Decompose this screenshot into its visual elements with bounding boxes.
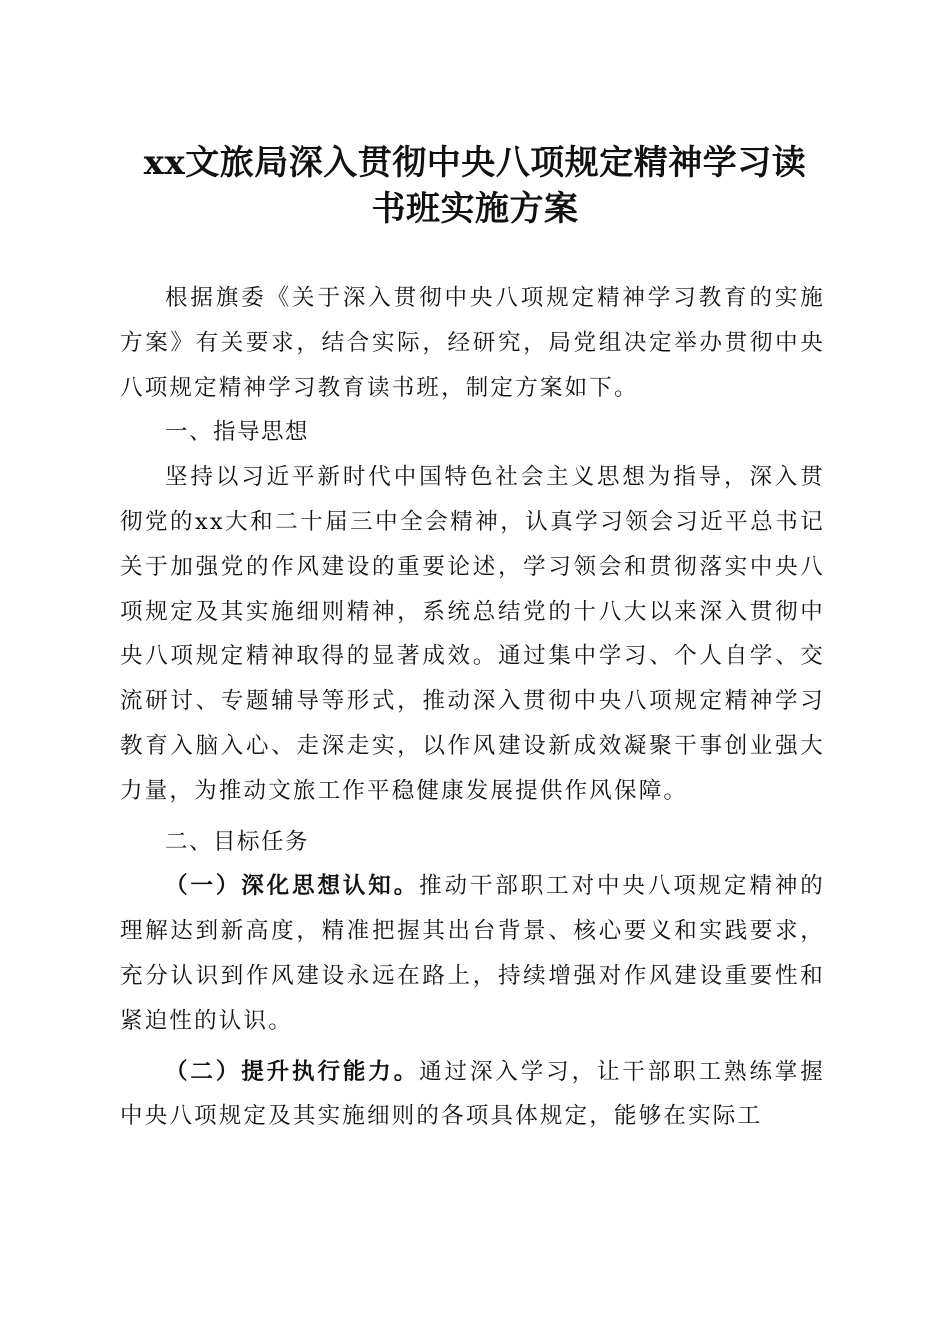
goal-item-1 <box>120 864 825 1043</box>
section-heading-goals-tasks: 二、目标任务 <box>165 828 310 855</box>
section-heading-guiding-ideology: 一、指导思想 <box>165 419 310 446</box>
goal-item-1-title: （一）深化思想认知。 <box>165 873 420 900</box>
goal-item-2-title: （二）提升执行能力。 <box>165 1058 420 1085</box>
goal-item-2 <box>120 1050 825 1140</box>
goal-item-2-text: 通过深入学习，让干部职工熟练掌握中央八项规定及其实施细则的各项具体规定，能够在实际工 <box>120 1058 825 1130</box>
document-body <box>120 276 825 1139</box>
document-title-line-2: 书班实施方案 <box>371 189 579 229</box>
guiding-ideology-paragraph: 坚持以习近平新时代中国特色社会主义思想为指导，深入贯彻党的xx大和二十届三中全会精神，认真学习领会习近平总书记关于加强党的作风建设的重要论述，学习领会和贯彻落实中央八项规定及其实施细则精神，系统总结党的十八大以来深入贯彻中央八项规定精神取得的显著成效。通过集中学习、个人自学、交流研讨、专题辅导等形式，推动深入贯彻中央八项规定精神学习教育入脑入心、走深走实，以作风建设新成效凝聚干事创业强大力量，为推动文旅工作平稳健康发展提供作风保障。 <box>120 464 825 804</box>
document-title-line-1: xx文旅局深入贯彻中央八项规定精神学习读 <box>143 143 807 183</box>
goal-item-1-text: 推动干部职工对中央八项规定精神的理解达到新高度，精准把握其出台背景、核心要义和实践要求，充分认识到作风建设永远在路上，持续增强对作风建设重要性和紧迫性的认识。 <box>120 873 825 1034</box>
intro-paragraph: 根据旗委《关于深入贯彻中央八项规定精神学习教育的实施方案》有关要求，结合实际，经研究，局党组决定举办贯彻中央八项规定精神学习教育读书班，制定方案如下。 <box>120 285 825 401</box>
